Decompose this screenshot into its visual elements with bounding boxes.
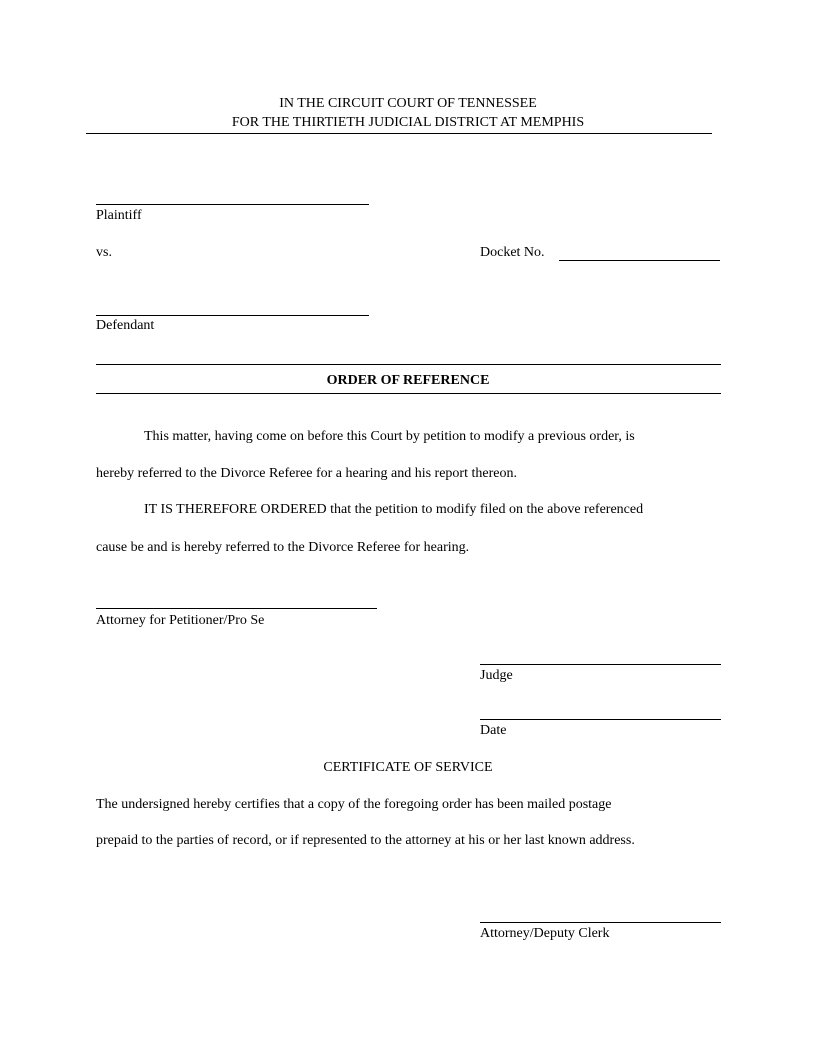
clerk-label: Attorney/Deputy Clerk	[480, 926, 610, 941]
title-rule-bottom	[96, 393, 721, 394]
plaintiff-signature-line[interactable]	[96, 204, 369, 205]
judge-signature-line[interactable]	[480, 664, 721, 665]
certificate-line-2: prepaid to the parties of record, or if represented to the attorney at his or her last known address.	[96, 833, 635, 848]
docket-label: Docket No.	[480, 245, 545, 260]
attorney-label: Attorney for Petitioner/Pro Se	[96, 613, 265, 628]
order-paragraph-2-line-1: IT IS THEREFORE ORDERED that the petition to modify filed on the above referenced	[144, 502, 644, 517]
court-name-line1: IN THE CIRCUIT COURT OF TENNESSEE	[279, 96, 537, 111]
defendant-label: Defendant	[96, 318, 155, 333]
certificate-title: CERTIFICATE OF SERVICE	[323, 760, 493, 775]
docket-number-field[interactable]	[559, 260, 720, 261]
order-paragraph-2-line-2: cause be and is hereby referred to the Divorce Referee for hearing.	[96, 540, 470, 555]
plaintiff-label: Plaintiff	[96, 208, 142, 223]
court-name-line2: FOR THE THIRTIETH JUDICIAL DISTRICT AT MEMPHIS	[231, 115, 585, 130]
certificate-line-1: The undersigned hereby certifies that a copy of the foregoing order has been mailed postage	[96, 797, 612, 812]
header-rule	[86, 133, 712, 134]
order-paragraph-1-line-2: hereby referred to the Divorce Referee for a hearing and his report thereon.	[96, 466, 517, 481]
defendant-signature-line[interactable]	[96, 315, 369, 316]
order-title: ORDER OF REFERENCE	[326, 373, 490, 388]
order-paragraph-1-line-1: This matter, having come on before this Court by petition to modify a previous order, is	[144, 429, 635, 444]
clerk-signature-line[interactable]	[480, 922, 721, 923]
judge-label: Judge	[480, 668, 513, 683]
date-line[interactable]	[480, 719, 721, 720]
versus-label: vs.	[96, 245, 112, 260]
title-rule-top	[96, 364, 721, 365]
attorney-signature-line[interactable]	[96, 608, 377, 609]
date-label: Date	[480, 723, 507, 738]
